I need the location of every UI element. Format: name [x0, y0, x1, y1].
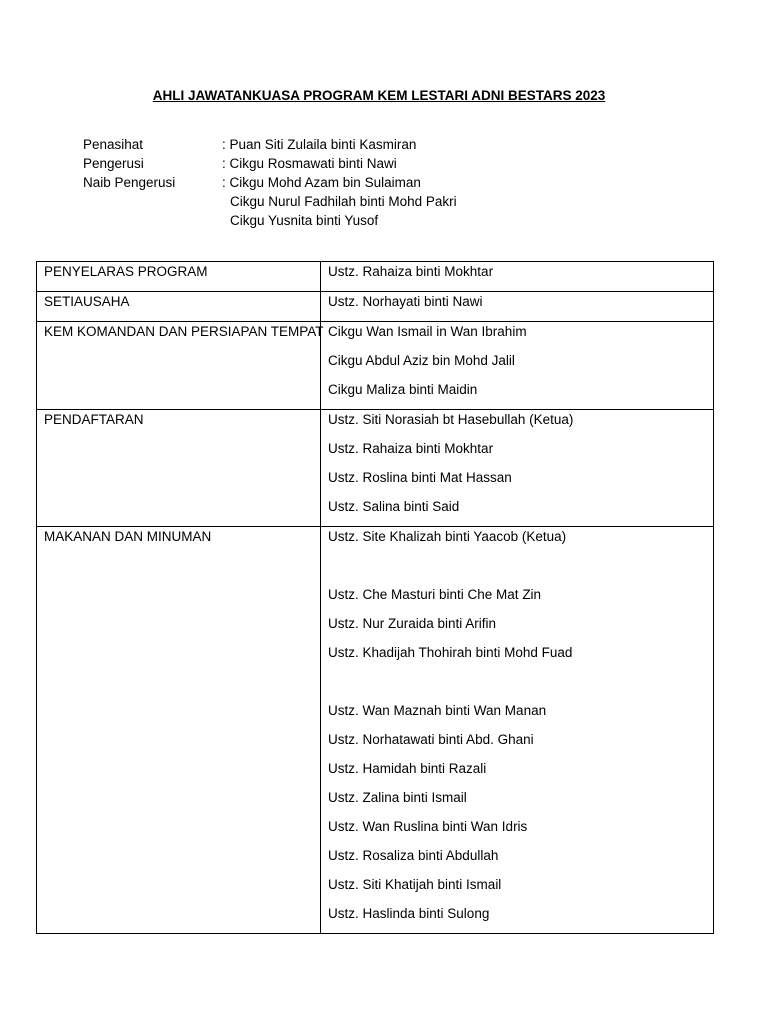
committee-row [37, 262, 714, 292]
member-name: Ustz. Zalina binti Ismail [328, 790, 467, 805]
committee-members [321, 262, 714, 292]
committee-members [321, 410, 714, 527]
member-name: Ustz. Nur Zuraida binti Arifin [328, 616, 497, 631]
committee-role: SETIAUSAHA [37, 292, 321, 322]
committee-row [37, 527, 714, 934]
member-name: Ustz. Siti Khatijah binti Ismail [328, 877, 502, 892]
member-name: Cikgu Wan Ismail in Wan Ibrahim [328, 324, 527, 339]
committee-members [321, 322, 714, 410]
member-name: Ustz. Rosaliza binti Abdullah [328, 848, 499, 863]
committee-row [37, 410, 714, 527]
committee-table [36, 261, 714, 934]
member-name: Ustz. Wan Ruslina binti Wan Idris [328, 819, 528, 834]
member-name: Ustz. Roslina binti Mat Hassan [328, 470, 512, 485]
member-spacer [328, 672, 707, 701]
member-name: Ustz. Siti Norasiah bt Hasebullah (Ketua) [328, 412, 574, 427]
member-name: Ustz. Che Masturi binti Che Mat Zin [328, 587, 542, 602]
committee-row [37, 292, 714, 322]
member-name: Ustz. Salina binti Said [328, 499, 460, 514]
committee-role: KEM KOMANDAN DAN PERSIAPAN TEMPAT [37, 322, 321, 410]
committee-row [37, 322, 714, 410]
officer-row-naib-pengerusi [83, 173, 583, 192]
member-name: Ustz. Khadijah Thohirah binti Mohd Fuad [328, 645, 573, 660]
committee-members [321, 292, 714, 322]
member-name: Ustz. Norhatawati binti Abd. Ghani [328, 732, 534, 747]
member-name: Ustz. Hamidah binti Razali [328, 761, 487, 776]
officer-name: Cikgu Yusnita binti Yusof [230, 213, 379, 228]
member-name: Cikgu Maliza binti Maidin [328, 382, 478, 397]
officer-name: : Puan Siti Zulaila binti Kasmiran [222, 137, 417, 152]
member-name: Ustz. Rahaiza binti Mokhtar [328, 264, 494, 279]
member-name: Ustz. Rahaiza binti Mokhtar [328, 441, 494, 456]
officer-name: : Cikgu Rosmawati binti Nawi [222, 156, 397, 171]
officer-role: Penasihat [83, 137, 144, 152]
member-name: Ustz. Haslinda binti Sulong [328, 906, 490, 921]
officer-role: Pengerusi [83, 156, 144, 171]
committee-role: PENDAFTARAN [37, 410, 321, 527]
committee-role: MAKANAN DAN MINUMAN [37, 527, 321, 934]
officer-row-penasihat [83, 135, 583, 154]
officer-role: Naib Pengerusi [83, 175, 176, 190]
officer-row-naib-pengerusi-2 [83, 192, 583, 211]
officer-row-naib-pengerusi-3 [83, 211, 583, 230]
committee-table-body [37, 262, 714, 934]
officers-list [83, 135, 583, 230]
member-name: Ustz. Wan Maznah binti Wan Manan [328, 703, 547, 718]
committee-members [321, 527, 714, 934]
officer-role-empty [83, 192, 222, 211]
member-name: Cikgu Abdul Aziz bin Mohd Jalil [328, 353, 515, 368]
member-name: Ustz. Norhayati binti Nawi [328, 294, 483, 309]
document-title: AHLI JAWATANKUASA PROGRAM KEM LESTARI ADNI BESTARS 2023 [152, 88, 606, 103]
officer-role-empty [83, 211, 222, 230]
officer-name: : Cikgu Mohd Azam bin Sulaiman [222, 175, 421, 190]
member-name: Ustz. Site Khalizah binti Yaacob (Ketua) [328, 529, 567, 544]
officer-row-pengerusi [83, 154, 583, 173]
officer-name: Cikgu Nurul Fadhilah binti Mohd Pakri [230, 194, 457, 209]
member-spacer [328, 556, 707, 585]
committee-role: PENYELARAS PROGRAM [37, 262, 321, 292]
